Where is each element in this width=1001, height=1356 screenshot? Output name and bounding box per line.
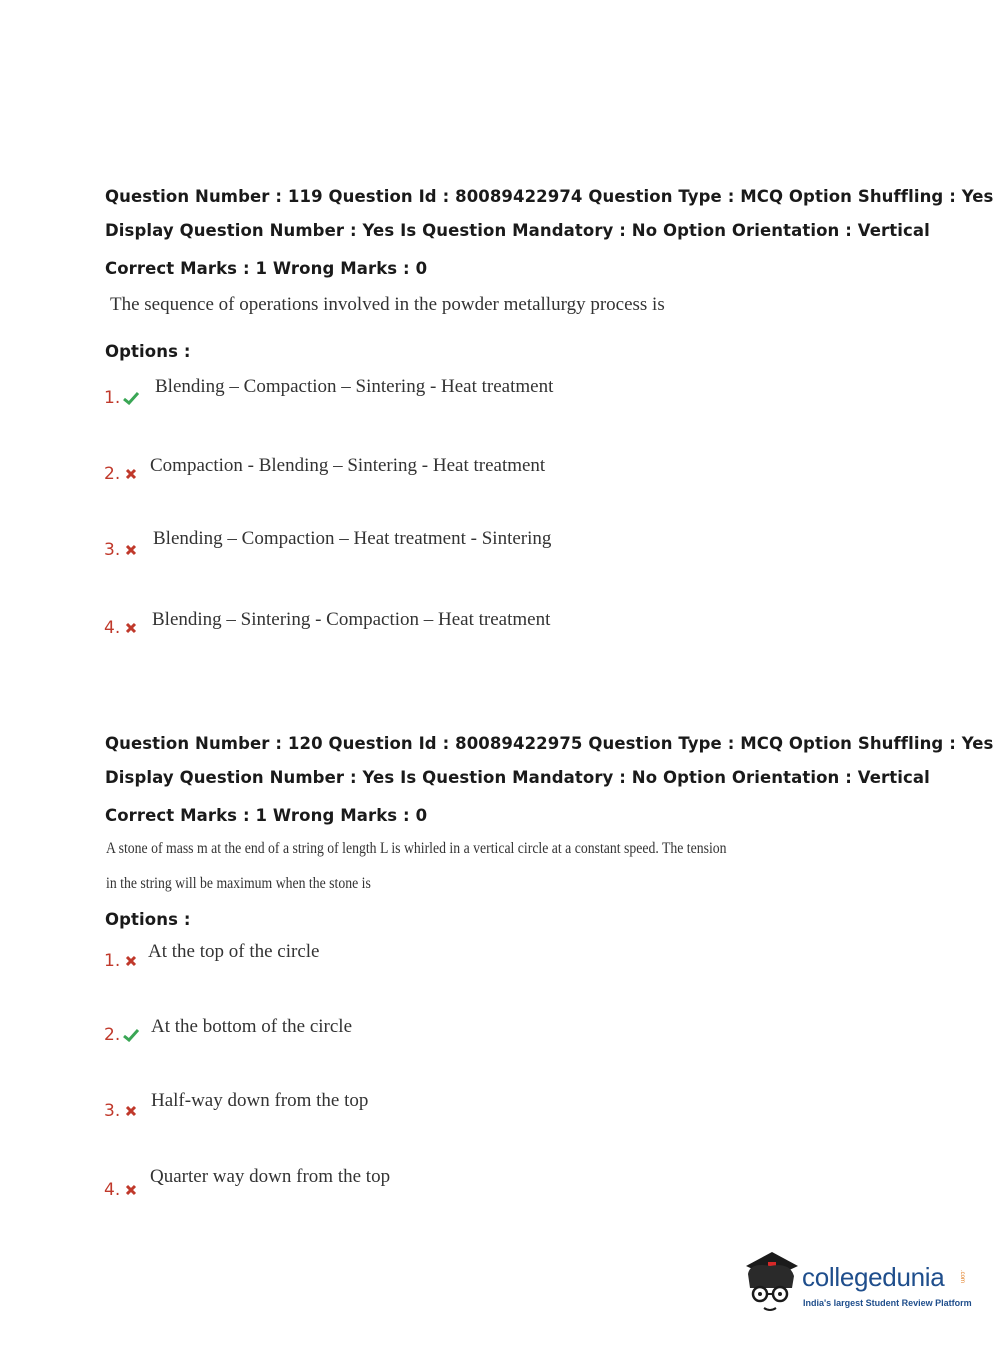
collegedunia-logo [740,1248,970,1328]
q119-options-label: Options : [105,342,191,361]
q119-option-3-text: Blending – Compaction – Heat treatment - Sintering [153,528,552,549]
q120-meta-line2: Display Question Number : Yes Is Question Mandatory : No Option Orientation : Vertical [105,768,930,787]
check-icon [123,1028,139,1042]
check-icon [123,391,139,405]
q120-option-2-number: 2. [104,1025,139,1045]
q120-option-3-number: 3. [104,1101,139,1121]
logo-tagline: India's largest Student Review Platform [803,1298,972,1308]
q120-option-4-text: Quarter way down from the top [150,1166,391,1187]
cross-icon [123,467,139,481]
q119-option-4-number: 4. [104,618,139,638]
cross-icon [123,1104,139,1118]
q120-option-1-number: 1. [104,951,139,971]
q120-option-3-text: Half-way down from the top [151,1090,369,1111]
q119-option-3-number: 3. [104,540,139,560]
q119-option-1-text: Blending – Compaction – Sintering - Heat treatment [155,376,554,397]
q120-meta-line1: Question Number : 120 Question Id : 80089422975 Question Type : MCQ Option Shuffling : Yes [105,734,994,753]
cross-icon [123,621,139,635]
q119-meta-line2: Display Question Number : Yes Is Question Mandatory : No Option Orientation : Vertical [105,221,930,240]
logo-domain-suffix: .com [959,1270,965,1284]
q119-option-2-number: 2. [104,464,139,484]
mascot-icon [740,1248,802,1320]
q119-option-4-text: Blending – Sintering - Compaction – Heat treatment [152,609,551,630]
q120-option-2-text: At the bottom of the circle [151,1016,353,1037]
q120-marks: Correct Marks : 1 Wrong Marks : 0 [105,806,428,825]
q119-option-1-number: 1. [104,388,139,408]
cross-icon [123,1183,139,1197]
cross-icon [123,543,139,557]
q120-options-label: Options : [105,910,191,929]
q119-marks: Correct Marks : 1 Wrong Marks : 0 [105,259,428,278]
q119-meta-line1: Question Number : 119 Question Id : 80089422974 Question Type : MCQ Option Shuffling : Yes [105,187,994,206]
q119-question-text: The sequence of operations involved in the powder metallurgy process is [110,294,665,315]
q119-option-2-text: Compaction - Blending – Sintering - Heat treatment [150,455,546,476]
q120-question-text-line2: in the string will be maximum when the stone is [106,875,371,892]
q120-option-4-number: 4. [104,1180,139,1200]
q120-option-1-text: At the top of the circle [148,941,320,962]
cross-icon [123,954,139,968]
logo-wordmark: collegedunia [802,1262,945,1292]
q120-question-text-line1: A stone of mass m at the end of a string of length L is whirled in a vertical circle at a constant speed. The tension [106,840,727,857]
